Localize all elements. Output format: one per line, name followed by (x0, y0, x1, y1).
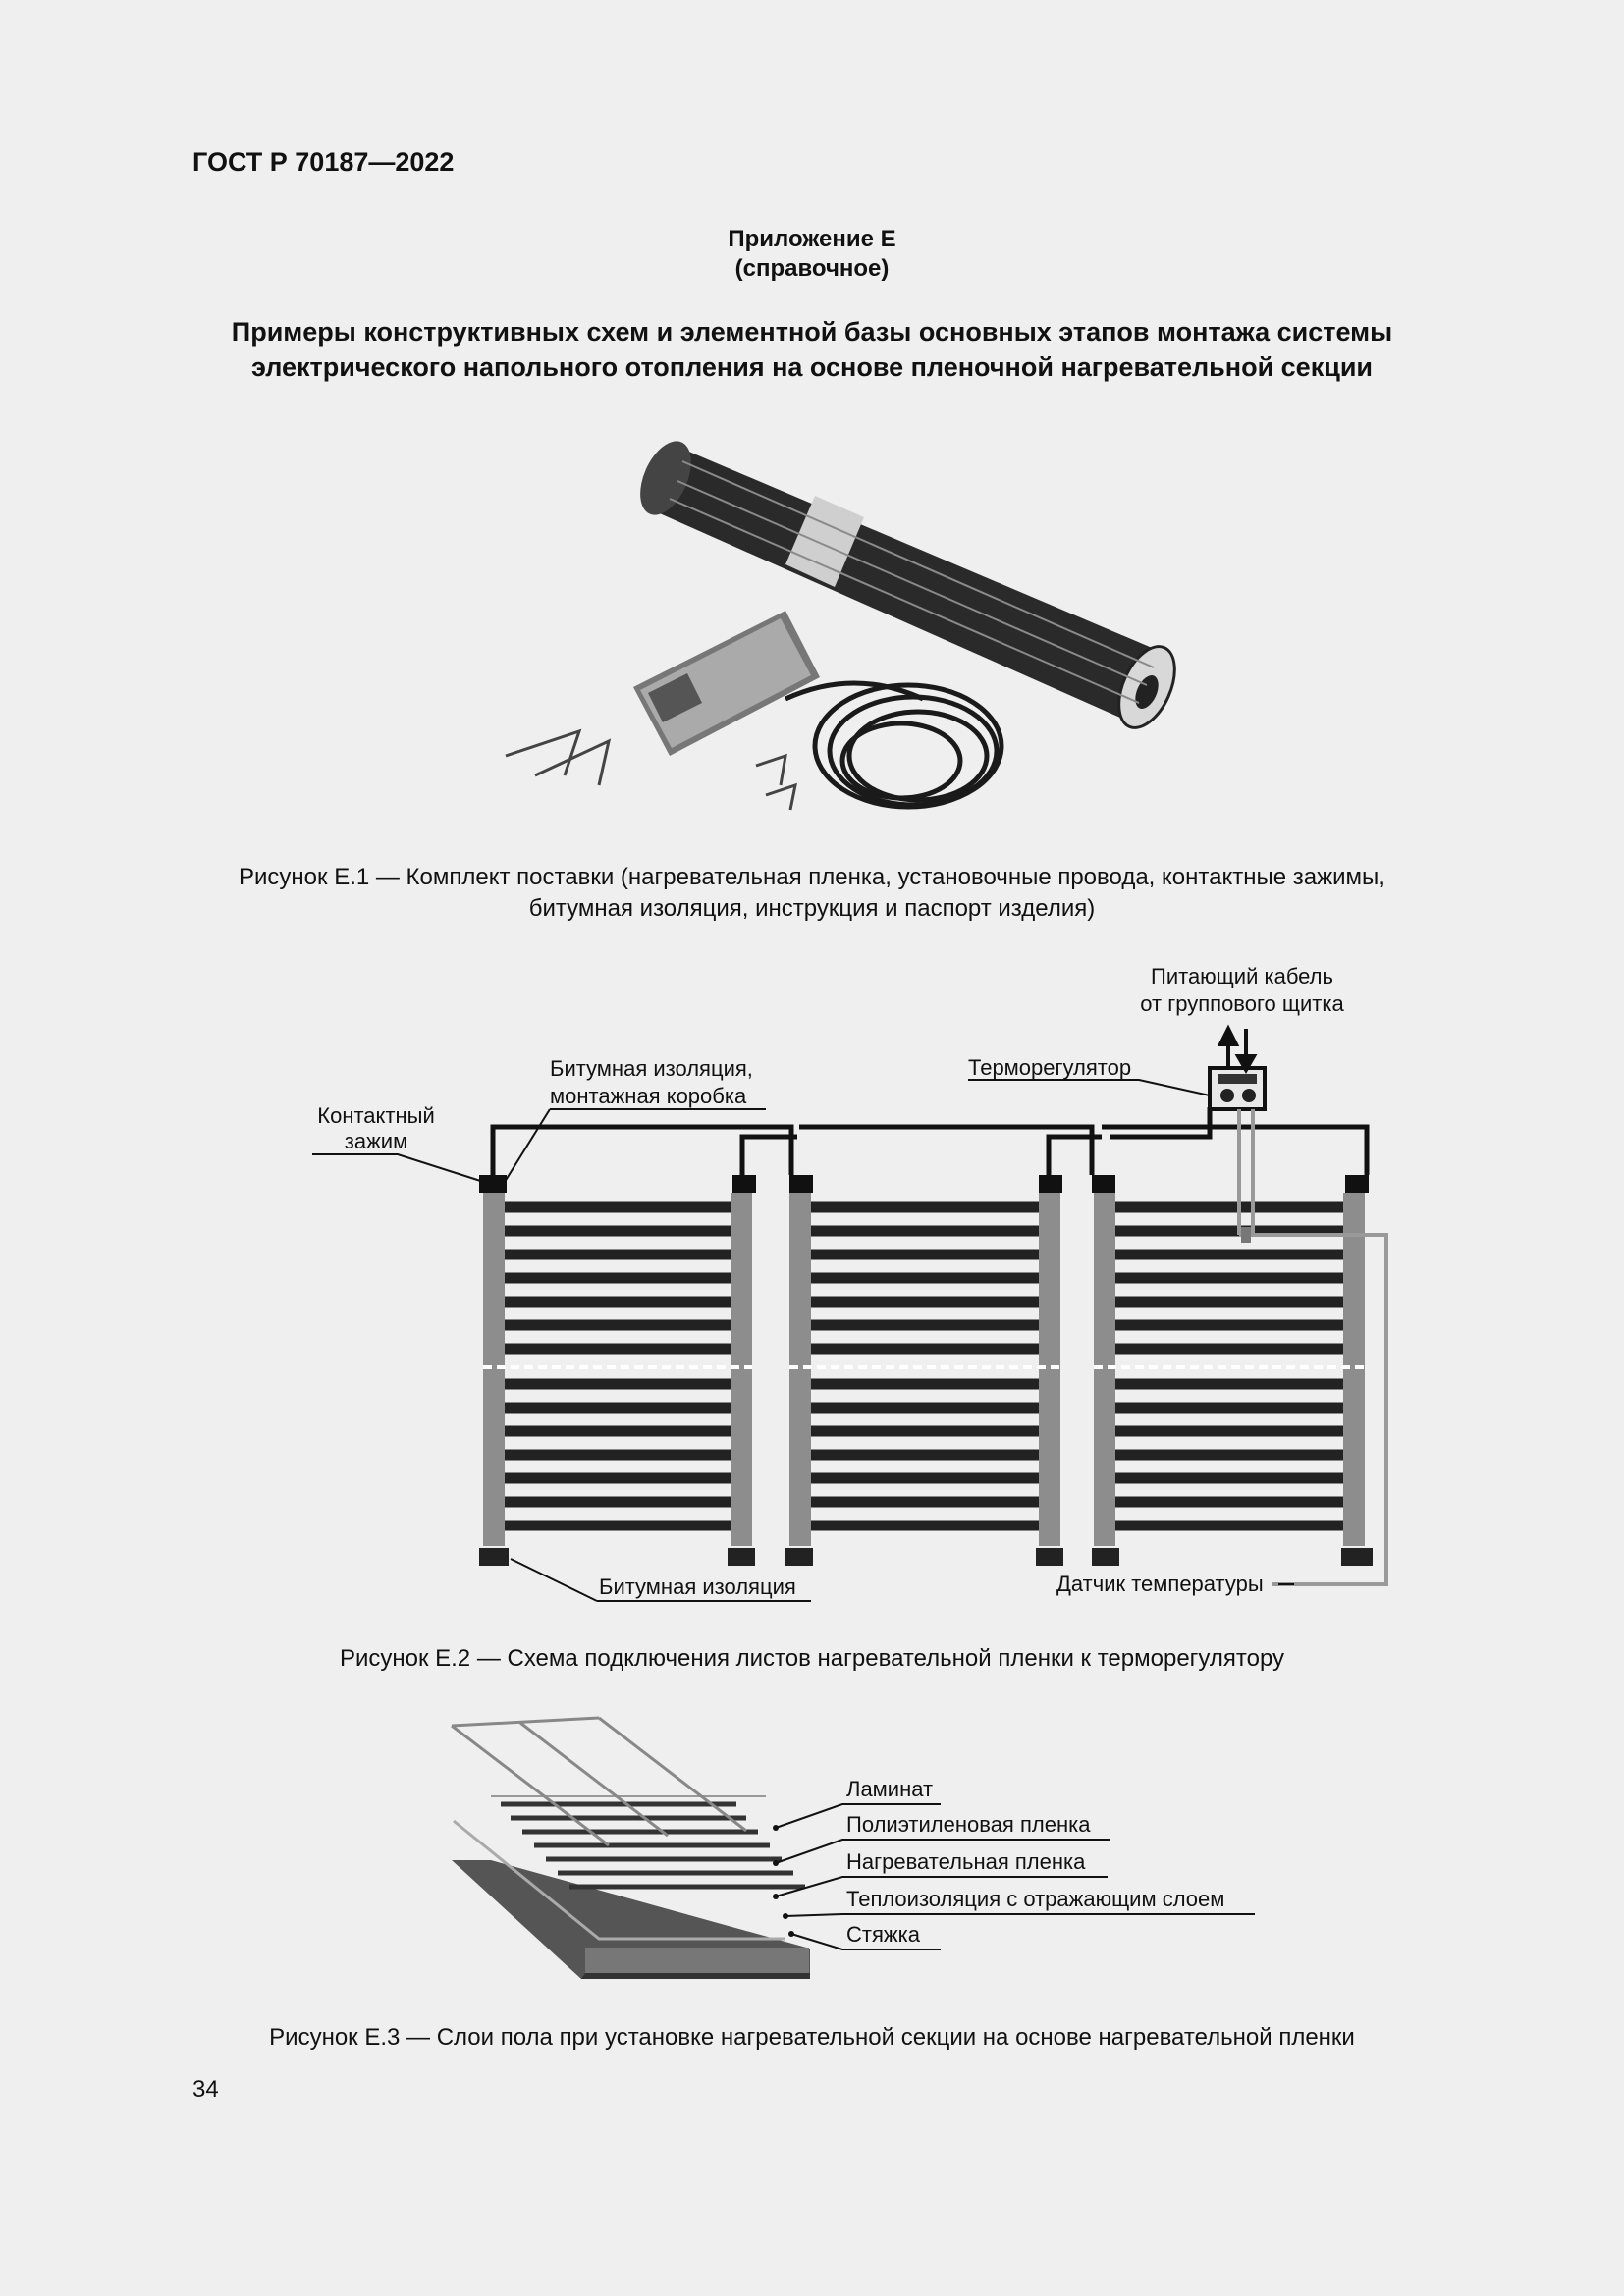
label-bitumen-box-line2: монтажная коробка (550, 1084, 747, 1108)
appendix-title-line1: Примеры конструктивных схем и элементной базы основных этапов монтажа системы (231, 317, 1393, 347)
standard-number: ГОСТ Р 70187—2022 (192, 147, 455, 177)
figure1-caption-line2: битумная изоляция, инструкция и паспорт изделия) (528, 895, 1096, 922)
page-number: 34 (192, 2076, 219, 2103)
laminate-layer (452, 1718, 746, 1845)
figure2-caption: Рисунок Е.2 — Схема подключения листов нагревательной пленки к терморегулятору (339, 1645, 1285, 1672)
layer-callout-dots (773, 1825, 794, 1937)
appendix-title-line2: электрического напольного отопления на основе пленочной нагревательной секции (250, 352, 1374, 382)
appendix-type: (справочное) (734, 255, 890, 282)
label-temp-sensor: Датчик температуры (1056, 1572, 1264, 1596)
screed-layer (452, 1860, 810, 1979)
label-power-cable-line2: от группового щитка (1140, 991, 1344, 1016)
label-contact-clamp-line1: Контактный (317, 1103, 435, 1128)
label-bitumen-box-line1: Битумная изоляция, (550, 1056, 753, 1081)
label-contact-clamp-line2: зажим (344, 1129, 408, 1153)
label-bitumen-bottom: Битумная изоляция (599, 1575, 796, 1599)
appendix-name: Приложение Е (728, 226, 896, 252)
layer-polyethylene: Полиэтиленовая пленка (846, 1812, 1091, 1837)
layer-heating-film: Нагревательная пленка (846, 1849, 1086, 1874)
figure3-caption: Рисунок Е.3 — Слои пола при установке нагревательной секции на основе нагревательной пленки (269, 2024, 1355, 2051)
label-thermostat: Терморегулятор (968, 1055, 1132, 1080)
layer-laminate: Ламинат (846, 1777, 934, 1801)
layer-screed: Стяжка (846, 1922, 920, 1947)
heating-film-layer (501, 1804, 805, 1887)
label-power-cable-line1: Питающий кабель (1151, 964, 1333, 988)
figure1-caption-line1: Рисунок Е.1 — Комплект поставки (нагревательная пленка, установочные провода, контактные зажимы, (239, 864, 1385, 890)
layer-insulation: Теплоизоляция с отражающим слоем (846, 1887, 1225, 1911)
